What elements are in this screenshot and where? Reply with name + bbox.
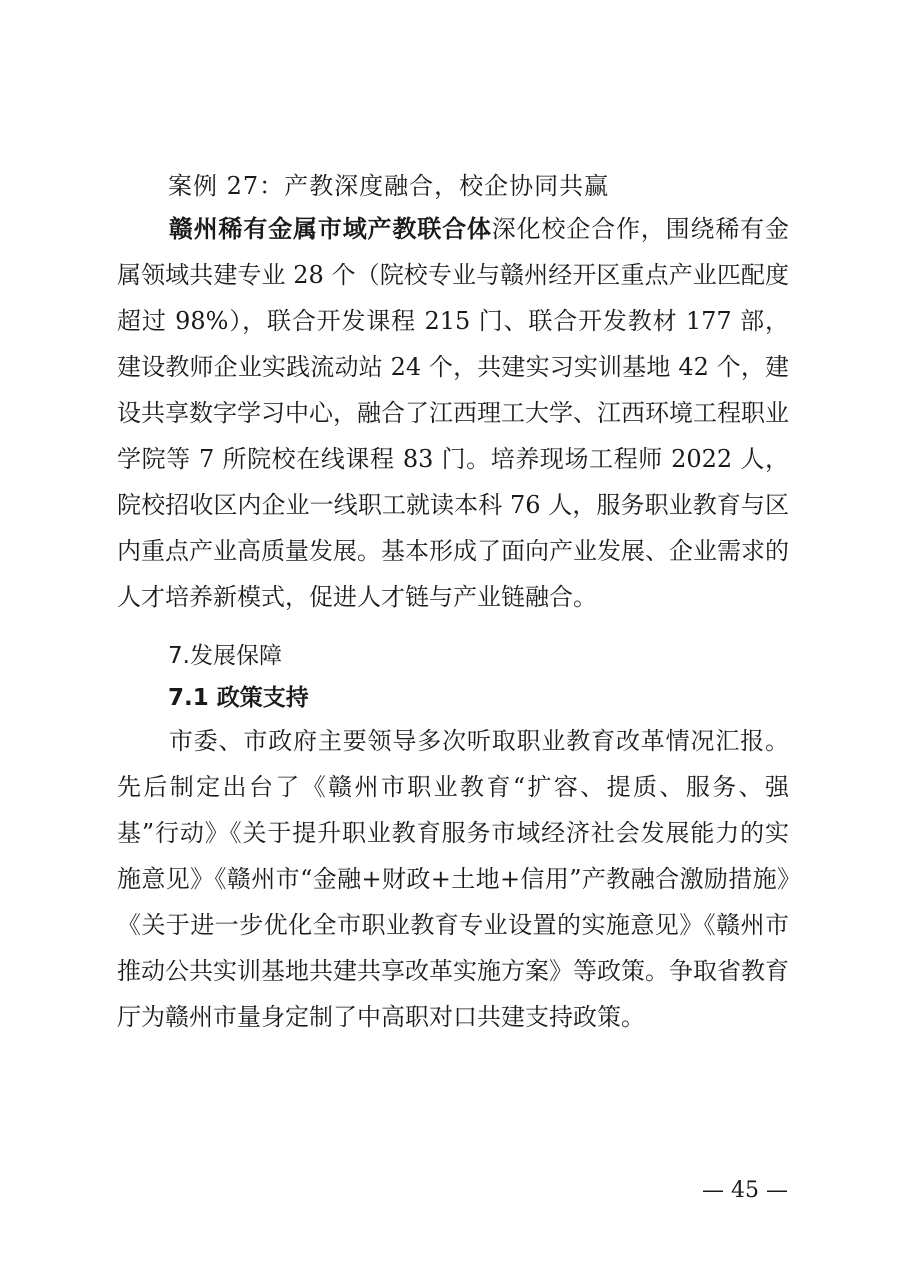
policy-paragraph — [117, 718, 789, 1040]
subsection-heading: 7.1 政策支持 — [168, 685, 309, 711]
case-title: 案例 27：产教深度融合，校企协同共赢 — [168, 172, 610, 200]
policy-body-text: 市委、市政府主要领导多次听取职业教育改革情况汇报。先后制定出台了《赣州市职业教育“扩容、提质、服务、强基”行动》《关于提升职业教育服务市域经济社会发展能力的实施意见》《赣州市“金融+财政+土地+信用”产教融合激励措施》《关于进一步优化全市职业教育专业设置的实施意见》《赣州市推动公共实训基地共建共享改革实施方案》等政策。争取省教育厅为赣州市量身定制了中高职对口共建支持政策。 — [117, 727, 789, 1031]
page-number: — 45 — — [702, 1178, 788, 1203]
case-lead-entity: 赣州稀有金属市域产教联合体 — [168, 215, 492, 243]
case-paragraph — [117, 206, 789, 620]
case-body-text: 深化校企合作，围绕稀有金属领域共建专业 28 个（院校专业与赣州经开区重点产业匹配度超过 98%），联合开发课程 215 门、联合开发教材 177 部，建设教师企业实践流动站 24 个，共建实习实训基地 42 个，建设共享数字学习中心，融合了江西理工大学、江西环境工程职业学院等 7 所院校在线课程 83 门。培养现场工程师 2022 人，院校招收区内企业一线职工就读本科 76 人，服务职业教育与区内重点产业高质量发展。基本形成了面向产业发展、企业需求的人才培养新模式，促进人才链与产业链融合。 — [117, 215, 790, 611]
section-heading: 7.发展保障 — [168, 643, 282, 669]
